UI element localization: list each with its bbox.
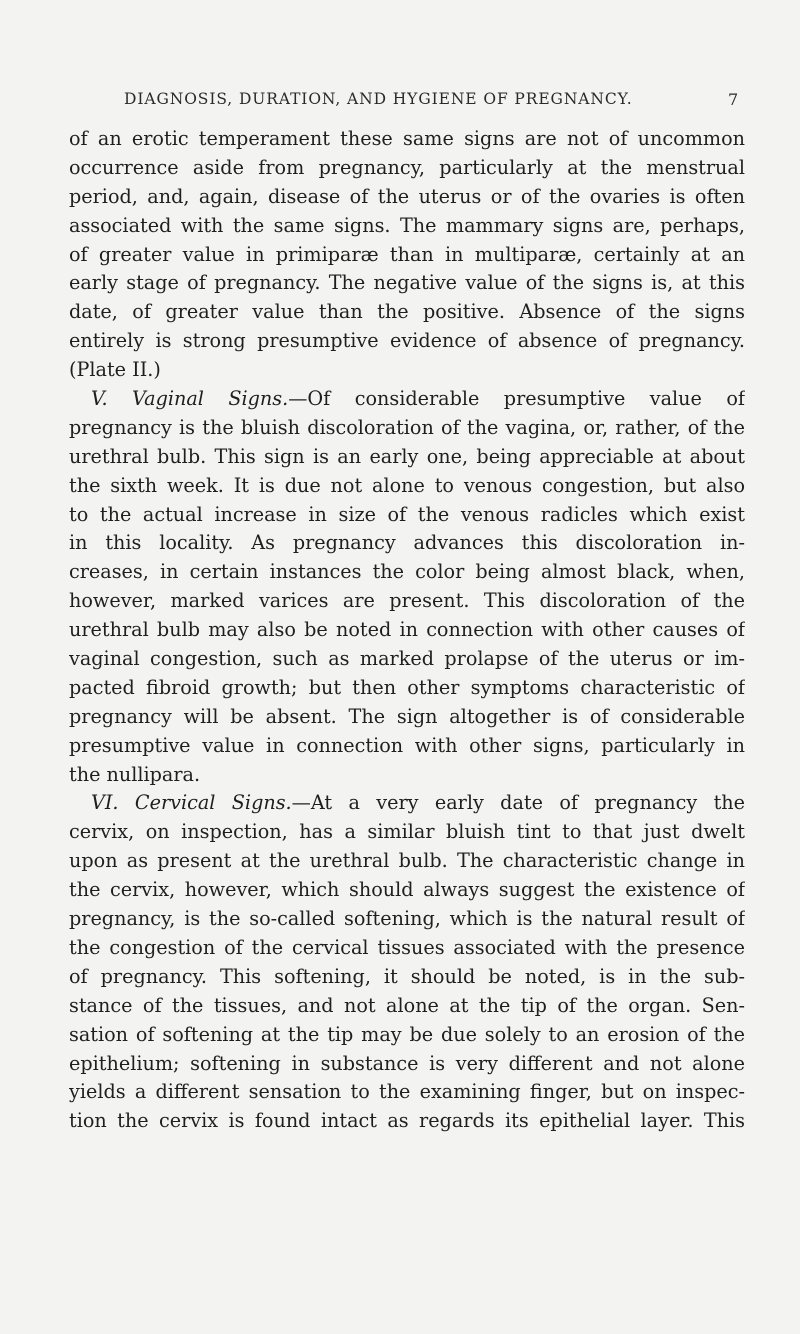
text-line: creases, in certain instances the color being almost black, when, bbox=[69, 560, 745, 584]
text-line: upon as present at the urethral bulb. The characteristic change in bbox=[69, 849, 745, 873]
text-line: tion the cervix is found intact as regards its epithelial layer. This bbox=[69, 1109, 745, 1133]
text-line: pacted fibroid growth; but then other symptoms characteristic of bbox=[69, 675, 745, 699]
body-text bbox=[69, 125, 745, 1136]
text-line: however, marked varices are present. This discoloration of the bbox=[69, 589, 745, 613]
text-line: to the actual increase in size of the venous radicles which exist bbox=[69, 502, 745, 526]
running-head-title: DIAGNOSIS, DURATION, AND HYGIENE OF PREGNANCY. bbox=[124, 90, 633, 108]
running-head bbox=[0, 90, 800, 116]
text-line: of greater value in primiparæ than in multiparæ, certainly at an bbox=[69, 242, 745, 266]
text-line: of an erotic temperament these same signs are not of uncommon bbox=[69, 127, 745, 150]
paragraph-mammary-signs bbox=[69, 125, 745, 385]
page-number: 7 bbox=[728, 90, 739, 109]
text-line: the cervix, however, which should always suggest the existence of bbox=[69, 878, 745, 902]
section-first-line-text: —At a very early date of pregnancy the bbox=[291, 791, 745, 815]
text-line: the sixth week. It is due not alone to venous congestion, but also bbox=[69, 473, 745, 497]
text-line: pregnancy, is the so-called softening, which is the natural result of bbox=[69, 907, 745, 931]
text-line: vaginal congestion, such as marked prolapse of the uterus or im- bbox=[69, 647, 745, 671]
text-line: period, and, again, disease of the uterus or of the ovaries is often bbox=[69, 184, 745, 208]
text-line: of pregnancy. This softening, it should be noted, is in the sub- bbox=[69, 964, 745, 988]
text-line: urethral bulb. This sign is an early one, being appreciable at about bbox=[69, 444, 745, 468]
text-line: yields a different sensation to the examining finger, but on inspec- bbox=[69, 1080, 745, 1104]
section-first-line bbox=[69, 385, 745, 414]
text-line: sation of softening at the tip may be due solely to an erosion of the bbox=[69, 1022, 745, 1046]
text-line: pregnancy is the bluish discoloration of the vagina, or, rather, of the bbox=[69, 415, 745, 439]
text-line: urethral bulb may also be noted in connection with other causes of bbox=[69, 618, 745, 642]
text-line: associated with the same signs. The mammary signs are, perhaps, bbox=[69, 213, 745, 237]
section-first-line-text: —Of considerable presumptive value of bbox=[288, 387, 745, 411]
text-line: date, of greater value than the positive. Absence of the signs bbox=[69, 300, 745, 324]
paragraph-vaginal-signs bbox=[69, 385, 745, 789]
paragraph-cervical-signs bbox=[69, 789, 745, 1136]
text-line: (Plate II.) bbox=[69, 358, 161, 382]
section-first-line bbox=[69, 789, 745, 818]
text-line: in this locality. As pregnancy advances this discoloration in- bbox=[69, 531, 745, 555]
text-line: stance of the tissues, and not alone at the tip of the organ. Sen- bbox=[69, 993, 745, 1017]
section-heading-cervical-signs: VI. Cervical Signs. bbox=[91, 791, 292, 815]
text-line: epithelium; softening in substance is very different and not alone bbox=[69, 1051, 745, 1075]
text-line: entirely is strong presumptive evidence of absence of pregnancy. bbox=[69, 329, 745, 353]
text-line: the congestion of the cervical tissues associated with the presence bbox=[69, 935, 745, 959]
text-line: cervix, on inspection, has a similar bluish tint to that just dwelt bbox=[69, 820, 745, 844]
text-line: early stage of pregnancy. The negative value of the signs is, at this bbox=[69, 271, 745, 295]
text-line: occurrence aside from pregnancy, particularly at the menstrual bbox=[69, 155, 745, 179]
text-line: the nullipara. bbox=[69, 762, 201, 786]
text-line: pregnancy will be absent. The sign altogether is of considerable bbox=[69, 704, 745, 728]
text-line: presumptive value in connection with other signs, particularly in bbox=[69, 733, 745, 757]
section-heading-vaginal-signs: V. Vaginal Signs. bbox=[91, 387, 289, 411]
